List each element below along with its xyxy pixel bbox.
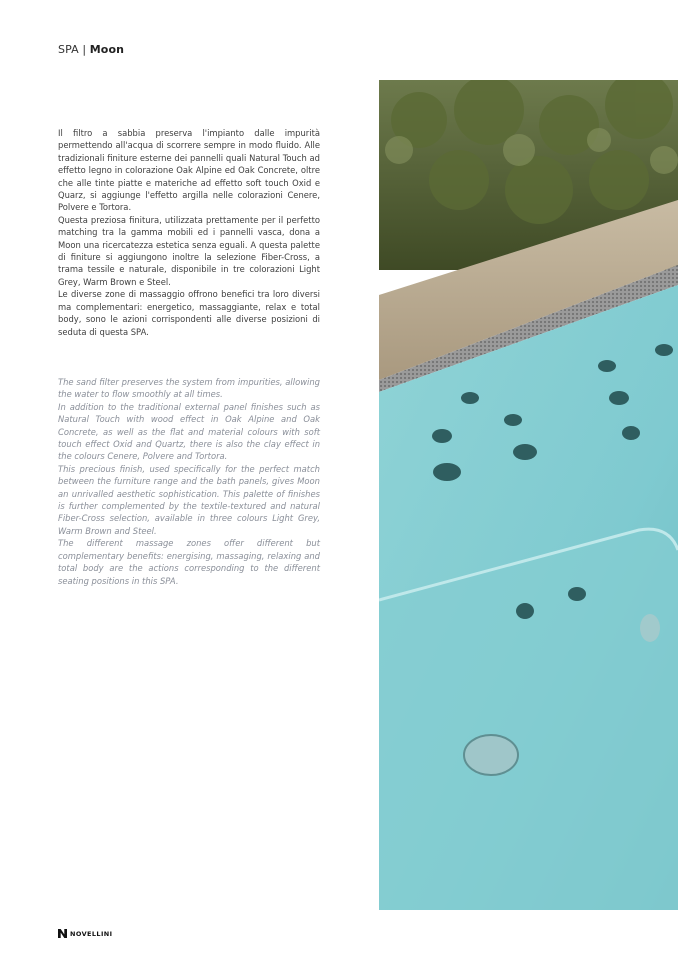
- header-title: Moon: [89, 43, 125, 56]
- english-text-block: [58, 376, 320, 587]
- english-paragraph: This precious finish, used specifically for the perfect match between the furniture range and the bath panels, gives Moon an unrivalled aesthetic sophistication. This palette of finishes is further complemented by the textile-textured and natural Fiber-Cross selection, available in three colours Light Grey, Warm Brown and Steel.: [58, 463, 320, 536]
- spa-photo: [379, 80, 678, 910]
- english-paragraph: The sand filter preserves the system from impurities, allowing the water to flow smoothly at all times.: [58, 377, 320, 400]
- spa-photo-illustration: [379, 80, 678, 910]
- italian-paragraph: Questa preziosa finitura, utilizzata prettamente per il perfetto matching tra la gamma mobili ed i pannelli vasca, dona a Moon una ricercatezza estetica senza eguali. A questa palette di finiture si aggiungono inoltre la selezione Fiber-Cross, a trama tessile e naturale, disponibile in tre colorazioni Light Grey, Warm Brown e Steel.: [58, 214, 320, 287]
- italian-paragraph: Il filtro a sabbia preserva l'impianto dalle impurità permettendo all'acqua di scorrere sempre in modo fluido. Alle tradizionali finiture esterne dei pannelli quali Natural Touch ad effetto legno in colorazione Oak Alpine ed Oak Concrete, oltre che alle tinte piatte e materiche ad effetto soft touch Oxid e Quarz, si aggiunge l'effetto argilla nelle colorazioni Cenere, Polvere e Tortora.: [58, 128, 320, 213]
- brand-name: NOVELLINI: [70, 929, 113, 938]
- novellini-logo-icon: [58, 929, 67, 938]
- english-paragraph: The different massage zones offer different but complementary benefits: energising, massaging, relaxing and total body are the actions corresponding to the different seating positions in this SPA.: [58, 538, 320, 586]
- footer-brand: [58, 929, 112, 938]
- header-section: SPA: [58, 43, 79, 56]
- italian-paragraph: Le diverse zone di massaggio offrono benefici tra loro diversi ma complementari: energetico, massaggiante, relax e total body, sono le azioni corrispondenti alle diverse posizioni di seduta di questa SPA.: [58, 289, 320, 337]
- italian-text-block: [58, 127, 320, 338]
- drain-cover: [464, 735, 518, 775]
- english-paragraph: In addition to the traditional external panel finishes such as Natural Touch with wood effect in Oak Alpine and Oak Concrete, as well as the flat and material colours with soft touch effect Oxid and Quartz, there is also the clay effect in the colours Cenere, Polvere and Tortora.: [58, 401, 320, 462]
- header-separator: |: [78, 43, 90, 56]
- page-header: [58, 43, 124, 56]
